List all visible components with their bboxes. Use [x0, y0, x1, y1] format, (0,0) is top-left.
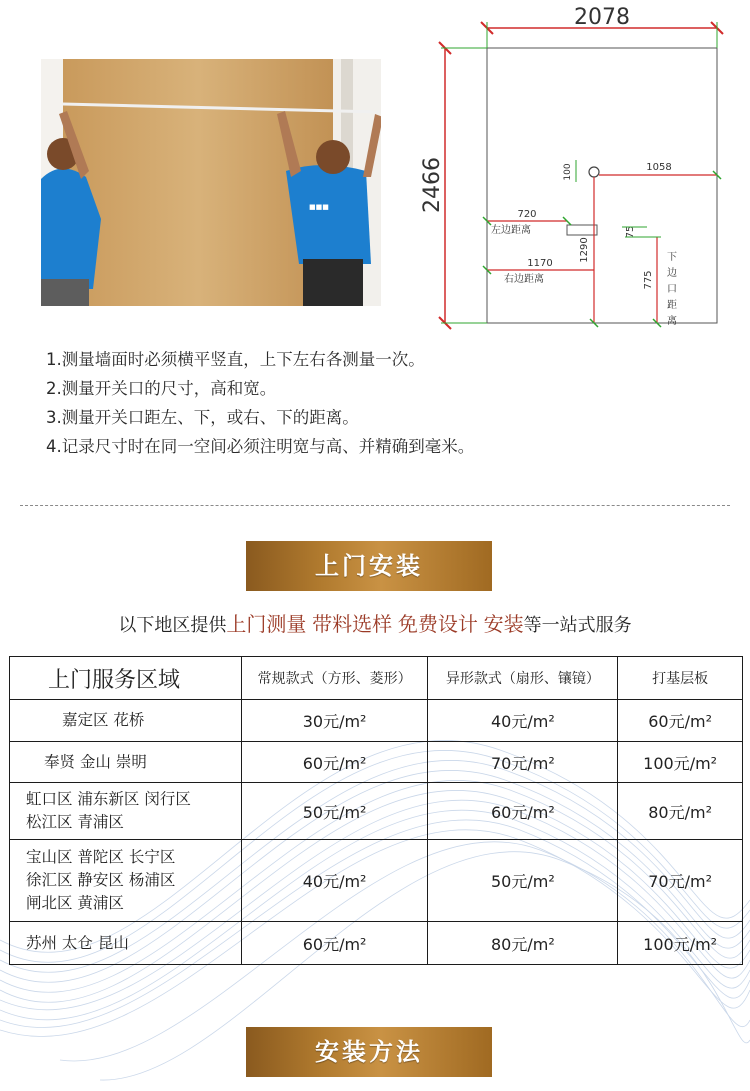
price-regular: 50元/m² [241, 783, 428, 840]
price-special: 80元/m² [428, 922, 618, 965]
measurement-instructions [46, 345, 706, 461]
pricing-table [9, 656, 743, 965]
table-row [10, 922, 743, 965]
price-special: 60元/m² [428, 783, 618, 840]
width-dimension: 2078 [574, 5, 630, 30]
area-cell: 宝山区 普陀区 长宁区 徐汇区 静安区 杨浦区 闸北区 黄浦区 [10, 840, 242, 922]
services-line [0, 608, 750, 637]
table-row [10, 742, 743, 783]
price-base: 60元/m² [618, 700, 743, 742]
area-cell: 苏州 太仓 昆山 [10, 922, 242, 965]
svg-text:■■■: ■■■ [309, 203, 329, 211]
price-special: 70元/m² [428, 742, 618, 783]
price-regular: 40元/m² [241, 840, 428, 922]
header-base-board: 打基层板 [618, 657, 743, 700]
right-distance-label: 右边距离 [504, 274, 544, 285]
switch-height-label: 75 [625, 225, 636, 239]
area-cell: 虹口区 浦东新区 闵行区 松江区 青浦区 [10, 783, 242, 840]
service-measure: 上门测量 [226, 612, 307, 636]
top-offset-label: 100 [563, 163, 573, 181]
table-row [10, 840, 743, 922]
height-dimension: 2466 [420, 157, 445, 213]
service-design: 免费设计 [397, 612, 478, 636]
price-regular: 60元/m² [241, 742, 428, 783]
left-distance-label: 左边距离 [491, 225, 531, 236]
dashed-divider [20, 505, 730, 506]
price-regular: 30元/m² [241, 700, 428, 742]
header-special-style: 异形款式（扇形、镶镜） [428, 657, 618, 700]
table-row [10, 700, 743, 742]
price-base: 70元/m² [618, 840, 743, 922]
price-base: 100元/m² [618, 742, 743, 783]
services-suffix: 等一站式服务 [523, 615, 632, 636]
price-base: 100元/m² [618, 922, 743, 965]
svg-text:离: 离 [667, 316, 677, 327]
table-row [10, 783, 743, 840]
service-samples: 带料选样 [312, 612, 393, 636]
installation-method-banner: 安装方法 [246, 1027, 492, 1077]
table-header-row [10, 657, 743, 700]
workers-measuring-photo [41, 59, 381, 306]
instruction-step: 4.记录尺寸时在同一空间必须注明宽与高、并精确到毫米。 [46, 437, 475, 456]
header-regular-style: 常规款式（方形、菱形） [241, 657, 428, 700]
svg-text:下: 下 [667, 252, 677, 263]
measurement-diagram [415, 0, 750, 335]
header-service-area: 上门服务区域 [10, 657, 242, 700]
price-regular: 60元/m² [241, 922, 428, 965]
area-cell: 嘉定区 花桥 [10, 700, 242, 742]
price-special: 40元/m² [428, 700, 618, 742]
instruction-step: 2.测量开关口的尺寸，高和宽。 [46, 379, 277, 398]
services-prefix: 以下地区提供 [118, 615, 227, 636]
instruction-step: 3.测量开关口距左、下，或右、下的距离。 [46, 408, 359, 427]
left-distance-value: 720 [517, 209, 537, 220]
price-base: 80元/m² [618, 783, 743, 840]
price-special: 50元/m² [428, 840, 618, 922]
right-distance-label: 1058 [646, 162, 672, 173]
svg-text:口: 口 [667, 284, 677, 295]
svg-text:边: 边 [667, 268, 677, 279]
instruction-step: 1.测量墙面时必须横平竖直，上下左右各测量一次。 [46, 350, 425, 369]
onsite-installation-banner: 上门安装 [246, 541, 492, 591]
area-cell: 奉贤 金山 崇明 [10, 742, 242, 783]
bottom-distance-value: 775 [643, 270, 654, 290]
height-1290-label: 1290 [579, 237, 590, 263]
svg-text:距: 距 [667, 300, 677, 311]
service-install: 安装 [483, 612, 524, 636]
right-distance-value: 1170 [527, 258, 553, 269]
